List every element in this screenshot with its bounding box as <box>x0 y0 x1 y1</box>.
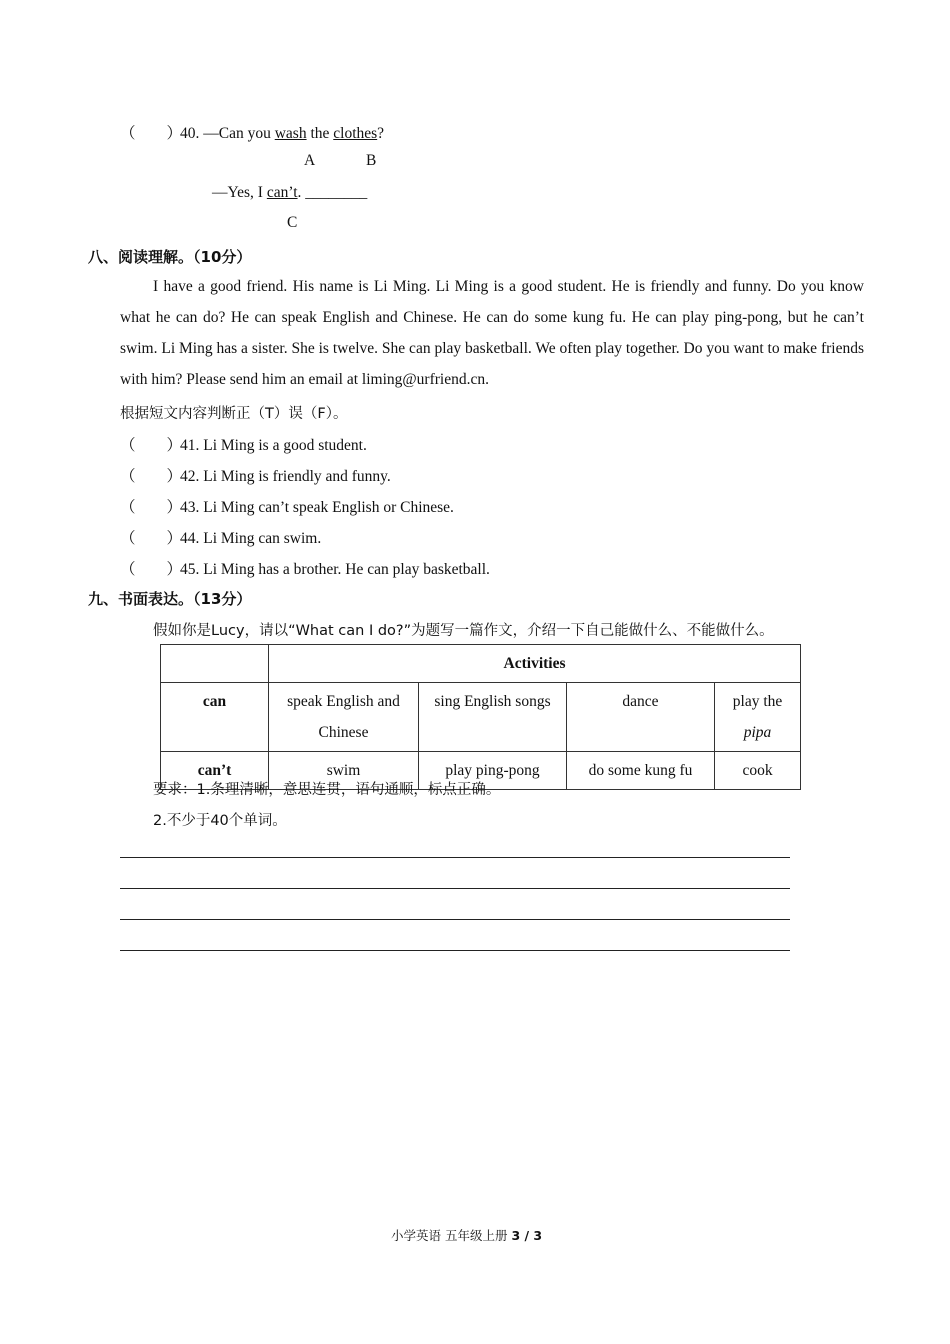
answer-paren: （ ） <box>120 437 183 454</box>
writing-line[interactable] <box>120 950 790 951</box>
answer-paren: （ ） <box>120 125 183 142</box>
table-cell: swim <box>269 752 419 790</box>
footer-text: 小学英语 五年级上册 <box>391 1228 512 1243</box>
question-43 <box>120 495 454 517</box>
table-cell: do some kung fu <box>567 752 715 790</box>
table-cell-empty <box>161 645 269 683</box>
cell-text-italic: pipa <box>743 724 772 741</box>
underlined-option-b: clothes <box>333 125 378 142</box>
answer-paren: （ ） <box>120 499 183 516</box>
answer-paren: （ ） <box>120 468 183 485</box>
question-41 <box>120 433 367 455</box>
table-cell <box>715 683 801 752</box>
question-text: 43. Li Ming can’t speak English or Chinese. <box>180 499 454 516</box>
reply-text: —Yes, I <box>212 184 267 201</box>
underlined-option-c: can’t <box>266 184 298 201</box>
question-44 <box>120 526 321 548</box>
section-9-heading: 九、书面表达。（13分） <box>88 590 252 608</box>
question-text: —Can you <box>203 125 275 142</box>
writing-line[interactable] <box>120 919 790 920</box>
page-footer <box>391 1226 542 1244</box>
question-text: 45. Li Ming has a brother. He can play basketball. <box>180 561 490 578</box>
section-8-heading: 八、阅读理解。（10分） <box>88 248 252 266</box>
question-45 <box>120 557 490 579</box>
question-text: 44. Li Ming can swim. <box>180 530 322 547</box>
table-cell: cook <box>715 752 801 790</box>
answer-paren: （ ） <box>120 530 183 547</box>
activities-table <box>160 644 801 790</box>
table-row <box>161 683 801 752</box>
cell-text: play the <box>732 693 783 710</box>
table-cell: speak English and Chinese <box>269 683 419 752</box>
writing-line[interactable] <box>120 888 790 889</box>
question-text: 42. Li Ming is friendly and funny. <box>180 468 391 485</box>
table-cell: play ping-pong <box>419 752 567 790</box>
option-label-a: A <box>304 152 316 169</box>
writing-line[interactable] <box>120 857 790 858</box>
page-number: 3 / 3 <box>511 1228 543 1243</box>
question-42 <box>120 464 391 486</box>
table-cell: dance <box>567 683 715 752</box>
reply-blank: . ________ <box>297 184 368 201</box>
option-label-c: C <box>287 214 298 231</box>
underlined-option-a: wash <box>274 125 307 142</box>
answer-paren: （ ） <box>120 561 183 578</box>
writing-prompt: 假如你是Lucy，请以“What can I do?”为题写一篇作文，介绍一下自己能做什么、不能做什么。 <box>153 623 774 639</box>
requirement-2: 2.不少于40个单词。 <box>153 813 287 829</box>
row-label-can: can <box>161 683 269 752</box>
reading-passage: I have a good friend. His name is Li Ming. Li Ming is a good student. He is friendly and funny. Do you know what he can do? He can speak English and Chinese. He can do some kung fu. He can play ping-pong, but he can’t swim. Li Ming has a sister. She is twelve. She can play basketball. We often play together. Do you want to make friends with him? Please send him an email at liming@urfriend.cn. <box>120 278 864 388</box>
question-text: 41. Li Ming is a good student. <box>180 437 367 454</box>
table-cell: sing English songs <box>419 683 567 752</box>
judgement-instruction: 根据短文内容判断正（T）误（F）。 <box>120 406 348 422</box>
table-row <box>161 645 801 683</box>
table-header-activities: Activities <box>269 645 801 683</box>
question-text: ? <box>377 125 385 142</box>
question-40-reply <box>212 184 367 202</box>
row-label-cant: can’t <box>161 752 269 790</box>
question-text: the <box>306 125 334 142</box>
question-number: 40. <box>180 125 204 142</box>
question-40 <box>120 121 384 143</box>
requirement-1: 要求：1.条理清晰，意思连贯，语句通顺，标点正确。 <box>153 782 501 798</box>
option-label-b: B <box>366 152 377 169</box>
